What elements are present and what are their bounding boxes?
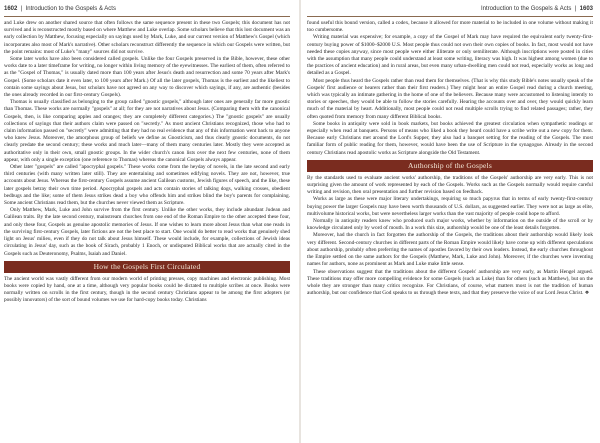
left-paragraph: Other later "gospels" are called "apocryphal gospels." These works come from the heyday of novels, in the late second and early third centuries (with many written later still). They are entertaining and sometimes edifying novels. They are not, however, true accounts about Jesus. Whereas the first-century Gospels assume ancient Galilean customs, Jewish figures of speech, and the like, these later gospels betray their own time period. Apocryphal gospels and acts contain stories of talking dogs, walking crosses, obedient bedbugs and the like; some of them Jesus strikes dead a boy who offends him and strikes blind the boy's parents for complaining. Some ancient Christians read them, but the churches never viewed them as Scripture. [4,164,290,207]
left-paragraph: Thomas is usually classified as belonging to the group called "gnostic gospels," although later ones are generally far more gnostic than Thomas. These works are normally "gospels" at all; for they are not narratives about Jesus. (Comparing them with the canonical Gospels, then, is like comparing apples and oranges; they are completely different categories.) The "gnostic gospels" are usually collections of sayings that their authors claim were passed on "secretly." As most ancient Christians recognized, those who had to claim information passed on "secretly" were admitting that they had no real evidence that any of this information went back to anyone who knew Jesus. Moreover, the amorphous group of beliefs we define as Gnosticism, and thus clearly gnostic documents, do not clearly predate the second century; these works and much later—many of them many centuries later. Mostly they were accepted as authoritative only in their own, small gnostic groups. In the wider church's canon lists over the next few centuries, none of them appear, with only a single exception (one reference to Thomas) whereas the canonical Gospels always appear. [4,99,290,163]
right-paragraph: Moreover, had the church in fact forgotten the authorship of the Gospels, the traditions about their authorship would likely look very different. Second-century churches in different parts of the Roman Empire would likely have come up with different speculations about authorship, probably often preferring the names of apostles favored by their own leaders. Instead, the early churches throughout the Empire settled on the same authors for the Gospels (Matthew, Mark, Luke and John). Moreover, if the churches were inventing names for authors, none as prominent as Mark and Luke make little sense. [307,232,593,268]
right-paragraph: By the standards used to evaluate ancient works' authorship, the traditions of the Gospels' authorship are very early. This is not surprising given the amount of work represented by each of the Gospels. Works such as the Gospels normally would require careful writing and revision, then oral presentation and further revision based on feedback. [307,174,593,196]
section-heading-circulation: How the Gospels First Circulated [4,261,290,273]
right-paragraph: found useful this bound version, called a codex, because it allowed for more material to be included in one volume without making it too cumbersome. [307,20,593,34]
right-paragraph: Normally in antiquity readers knew who produced such major works, whether by information on the outside of the scroll or by knowledge circulated only by word of mouth. In a work this size, authorship would be one of the least details forgotten. [307,218,593,232]
gutter [299,0,301,443]
end-mark-icon: ❖ [584,291,590,297]
left-paragraph: Some later works have also been considered called gospels. Unlike the four Gospels preserved in the Bible, however, these other works date to a later timeframe for writing, no longer within living memory of the eyewitnesses. The earliest of them, often referred to as the "Gospel of Thomas," is usually dated more than 100 years after Jesus's death and resurrection and some 70 years after Mark's Gospel. (Some scholars date it even later, to 100 years after Mark.) Of all the later gospels, Thomas is the earliest and the likeliest to contain some sayings about Jesus, but scholars have not agreed on any way to discover which sayings, if any, are authentic (besides the ones already recorded in our first-century Gospels). [4,56,290,99]
left-paragraph: The ancient world was vastly different from our modern world of printing presses, copy machines and electronic publishing. Most books were copied by hand, one at a time, although very popular books could be dictated to multiple scribes at once. Books were normally written on scrolls in the first century, though in the second century Christians appear to be among the first adopters (or possibly innovators) of the sort of bound volumes we use for hard-copy books today. Christians [4,275,290,304]
right-page [307,0,593,443]
right-paragraph: These observations suggest that the traditions about the different Gospels' authorship are very early, as Martin Hengel argued. These traditions may offer more compelling evidence for some Gospels (such as Luke) than for others (such as Matthew), but on the whole they are stronger than many critics recognize. For Christians, of course, what matters most is not the tradition of human authorship, but our confidence that God speaks to us through these texts, and that they preserve the voice of our Lord Jesus Christ. ❖ [307,268,593,297]
section-heading-authorship: Authorship of the Gospels [307,160,593,172]
left-section-title: Introduction to the Gospels & Acts [25,6,116,12]
left-page-number: 1602 [4,6,18,12]
left-running-head: 1602 | Introduction to the Gospels & Acts [4,2,290,17]
left-paragraph: Only Matthew, Mark, Luke and John survive from the first century. Unlike the other works, they include abundant Judean and Galilean traits. By the late second century, mainstream churches from one end of the Roman Empire to the other accepted these four, and only these four, Gospels as genuine apostolic memories of Jesus. If one wishes to learn more about Jesus than what one reads in the surviving first-century Gospels, later fictions are not the best place to start. One would do better to read works that genuinely shed light on Jesus' milieu, even if they do not talk about Jesus himself. These would include, for example, collections of Jewish ideas circulating in Jesus' day, such as the book of Sirach, probably 1 Enoch, or undisputed Biblical works that are actually cited in the Gospels such as Deuteronomy, Psalms, Isaiah and Daniel. [4,207,290,257]
right-page-number: 1603 [579,6,593,12]
left-page [4,0,290,443]
right-paragraph: Works as large as these were major literary undertakings, requiring so much papyrus that in terms of early twenty-first-century buying power the larger Gospels may have been worth thousands of U.S. dollars, as suggested earlier. They were not as large as elite, multivolume historical works, but were nevertheless larger works than the vast majority of people could hope to afford. [307,196,593,217]
right-paragraph: Writing material was expensive; for example, a copy of the Gospel of Mark may have required the equivalent early twenty-first-century buying power of $1000–$2000 U.S. Most people thus could not own their own copies of books. In fact, most would not have needed these copies anyway, since most people were either illiterate or only semiliterate. Although inscriptions were posted in cities with the assumption that many people could understand at least some writing, literacy was high. It was highest among women (due to the practices of ancient education) and in rural areas, but even many urban-dwelling men could not read, especially works as long and detailed as a Gospel. [307,34,593,77]
right-paragraph: Some books in antiquity were sold in book markets, but books achieved the greatest circulation when sympathetic readings or especially when read at banquets. Persons of means who liked a book they heard could have a scribe write out a new copy for them. Because early Christians met around the Lord's Supper, they also had a banquet setting for the reading of the Gospels. The most familiar form of public reading for them, however, would have been the use of Scripture in the synagogue. Already in the second century Christians read apostolic works as Scripture alongside the Old Testament. [307,120,593,156]
right-running-head: Introduction to the Gospels & Acts | 1603 [307,2,593,17]
left-paragraph: and Luke drew on another shared source that often follows the same sequence present in these two Gospels; this document has not survived and is reconstructed mostly based on where Matthew and Luke overlap. Some scholars believe that this lost document was an early collection by Matthew, focusing especially on sayings used by Mark, Luke, and our current version of Matthew's Gospel (which incorporates also most of Mark's narrative). Other scholars reconstruct differently the sequence in which our Gospels were written, but the point remains: most of Luke's "many" sources did not survive. [4,20,290,55]
right-section-title: Introduction to the Gospels & Acts [481,6,572,12]
right-paragraph: Most people thus heard the Gospels rather than read them for themselves. (That is why this study Bible's notes usually speak of the Gospels' first audience or hearers rather than their first readers.) They might hear an entire Gospel read during a church meeting, which was typically an intimate gathering in the home of one of the believers. Because many were accustomed to listening intently to stories or speeches, they would be able to follow the stories carefully. Hearing the accounts over and over, they would quickly learn much of the material by heart. Additionally, most people could not read multiple scrolls trying to find related passages; rather, they often quoted from memory from many different Biblical books. [307,77,593,120]
